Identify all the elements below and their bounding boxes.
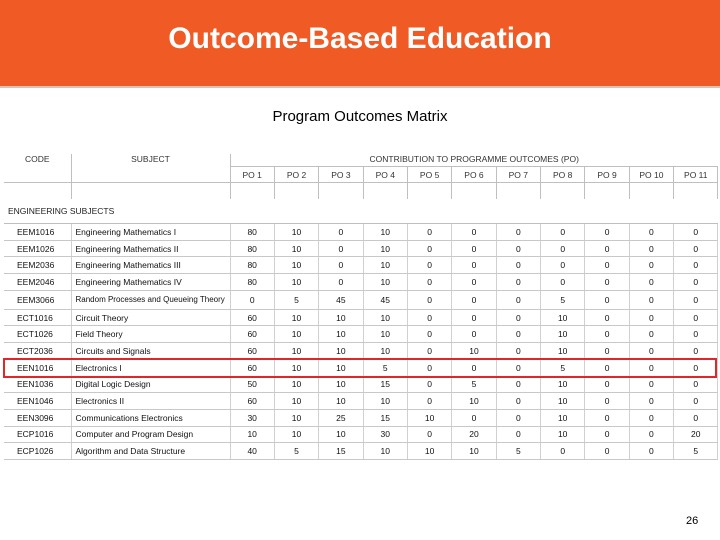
po-2-value: 10 [274,326,318,343]
po-8-value: 0 [541,257,585,274]
po-11-value: 0 [674,359,718,376]
section-row [4,199,718,224]
subject-code: ECP1016 [4,426,71,443]
po-11-value: 0 [674,343,718,360]
po-9-value: 0 [585,309,629,326]
program-outcomes-table [4,154,718,468]
po-3-value: 25 [319,409,363,426]
po-10-value: 0 [629,257,673,274]
po-2-value: 10 [274,359,318,376]
po-10-value: 0 [629,343,673,360]
header-po-6: PO 6 [452,167,496,183]
po-11-value: 0 [674,257,718,274]
header-po-11: PO 11 [674,167,718,183]
po-9-value: 0 [585,426,629,443]
subject-code: ECT1026 [4,326,71,343]
subject-name: Computer and Program Design [71,426,230,443]
po-1-value: 60 [230,309,274,326]
po-6-value: 5 [452,376,496,393]
po-3-value: 0 [319,224,363,241]
slide-title: Outcome-Based Education [168,22,552,55]
po-7-value: 0 [496,393,540,410]
po-7-value: 0 [496,376,540,393]
table-row [4,274,718,291]
po-2-value: 10 [274,274,318,291]
po-5-value: 0 [407,309,451,326]
po-9-value: 0 [585,343,629,360]
po-6-value: 20 [452,426,496,443]
header-po-9: PO 9 [585,167,629,183]
po-11-value: 0 [674,240,718,257]
po-6-value: 0 [452,309,496,326]
po-11-value: 0 [674,290,718,309]
po-1-value: 60 [230,359,274,376]
po-4-value: 15 [363,409,407,426]
po-7-value: 0 [496,274,540,291]
po-6-value: 0 [452,290,496,309]
po-9-value: 0 [585,257,629,274]
subject-code: ECP1026 [4,443,71,460]
table-row [4,326,718,343]
po-11-value: 0 [674,224,718,241]
table-row [4,240,718,257]
po-9-value: 0 [585,393,629,410]
po-5-value: 0 [407,426,451,443]
po-4-value: 45 [363,290,407,309]
subject-code: EEM3066 [4,290,71,309]
subject-name: Random Processes and Queueing Theory [71,290,230,309]
po-8-value: 10 [541,309,585,326]
po-5-value: 0 [407,343,451,360]
po-9-value: 0 [585,224,629,241]
header-po-5: PO 5 [407,167,451,183]
po-2-value: 10 [274,257,318,274]
po-10-value: 0 [629,326,673,343]
po-11-value: 0 [674,309,718,326]
po-8-value: 0 [541,224,585,241]
table-row [4,393,718,410]
po-6-value: 0 [452,326,496,343]
table-row [4,257,718,274]
subject-name: Algorithm and Data Structure [71,443,230,460]
po-5-value: 0 [407,224,451,241]
subject-name: Digital Logic Design [71,376,230,393]
po-1-value: 80 [230,240,274,257]
po-1-value: 60 [230,393,274,410]
po-2-value: 5 [274,290,318,309]
po-11-value: 0 [674,274,718,291]
header-po-8: PO 8 [541,167,585,183]
po-5-value: 10 [407,443,451,460]
subject-name: Electronics II [71,393,230,410]
po-8-value: 10 [541,343,585,360]
po-3-value: 10 [319,343,363,360]
po-4-value: 10 [363,274,407,291]
po-8-value: 5 [541,359,585,376]
po-2-value: 10 [274,376,318,393]
po-5-value: 0 [407,359,451,376]
po-10-value: 0 [629,309,673,326]
po-10-value: 0 [629,443,673,460]
po-2-value: 10 [274,240,318,257]
subject-name: Circuits and Signals [71,343,230,360]
po-2-value: 10 [274,393,318,410]
po-2-value: 10 [274,409,318,426]
spacer-row [4,183,718,200]
matrix-subtitle: Program Outcomes Matrix [272,108,448,125]
po-1-value: 80 [230,257,274,274]
subject-code: EEM2036 [4,257,71,274]
po-8-value: 0 [541,240,585,257]
po-6-value: 0 [452,359,496,376]
po-3-value: 0 [319,257,363,274]
po-1-value: 50 [230,376,274,393]
po-1-value: 40 [230,443,274,460]
po-1-value: 80 [230,274,274,291]
po-1-value: 80 [230,224,274,241]
po-6-value: 10 [452,343,496,360]
po-10-value: 0 [629,240,673,257]
po-3-value: 10 [319,426,363,443]
po-11-value: 0 [674,326,718,343]
subject-name: Field Theory [71,326,230,343]
po-10-value: 0 [629,224,673,241]
po-6-value: 0 [452,240,496,257]
subject-name: Engineering Mathematics IV [71,274,230,291]
po-5-value: 0 [407,326,451,343]
po-11-value: 0 [674,409,718,426]
subject-code: EEN1016 [4,359,71,376]
po-6-value: 10 [452,393,496,410]
po-7-value: 0 [496,290,540,309]
po-1-value: 60 [230,326,274,343]
po-11-value: 0 [674,393,718,410]
header-contribution: CONTRIBUTION TO PROGRAMME OUTCOMES (PO) [230,154,718,167]
header-po-10: PO 10 [629,167,673,183]
po-7-value: 5 [496,443,540,460]
po-3-value: 10 [319,376,363,393]
po-3-value: 10 [319,326,363,343]
table-row [4,343,718,360]
po-1-value: 0 [230,290,274,309]
po-4-value: 10 [363,240,407,257]
title-banner [0,0,720,88]
subject-name: Engineering Mathematics I [71,224,230,241]
po-11-value: 5 [674,443,718,460]
po-9-value: 0 [585,376,629,393]
po-1-value: 60 [230,343,274,360]
po-5-value: 0 [407,274,451,291]
table-row [4,443,718,460]
po-6-value: 0 [452,409,496,426]
po-11-value: 20 [674,426,718,443]
po-9-value: 0 [585,359,629,376]
header-po-2: PO 2 [274,167,318,183]
header-po-4: PO 4 [363,167,407,183]
po-1-value: 10 [230,426,274,443]
po-9-value: 0 [585,326,629,343]
po-10-value: 0 [629,290,673,309]
po-7-value: 0 [496,359,540,376]
po-6-value: 0 [452,224,496,241]
subject-code: EEM1016 [4,224,71,241]
po-2-value: 10 [274,426,318,443]
po-1-value: 30 [230,409,274,426]
subject-name: Electronics I [71,359,230,376]
po-8-value: 10 [541,409,585,426]
po-8-value: 5 [541,290,585,309]
po-7-value: 0 [496,343,540,360]
header-po-7: PO 7 [496,167,540,183]
po-2-value: 10 [274,343,318,360]
po-10-value: 0 [629,274,673,291]
table-row [4,290,718,309]
section-label: ENGINEERING SUBJECTS [4,199,718,224]
po-8-value: 0 [541,443,585,460]
po-4-value: 10 [363,443,407,460]
po-8-value: 10 [541,376,585,393]
po-10-value: 0 [629,359,673,376]
po-7-value: 0 [496,224,540,241]
po-2-value: 10 [274,309,318,326]
po-8-value: 10 [541,426,585,443]
po-4-value: 10 [363,224,407,241]
po-2-value: 5 [274,443,318,460]
table-row [4,376,718,393]
po-4-value: 10 [363,326,407,343]
po-5-value: 0 [407,393,451,410]
po-8-value: 0 [541,274,585,291]
po-5-value: 0 [407,376,451,393]
subject-name: Circuit Theory [71,309,230,326]
po-3-value: 10 [319,359,363,376]
po-5-value: 0 [407,240,451,257]
po-9-value: 0 [585,290,629,309]
po-4-value: 10 [363,257,407,274]
table-row [4,359,718,376]
po-5-value: 0 [407,290,451,309]
po-3-value: 0 [319,240,363,257]
po-3-value: 15 [319,443,363,460]
matrix-table [4,154,718,460]
po-9-value: 0 [585,240,629,257]
table-row [4,224,718,241]
po-9-value: 0 [585,443,629,460]
po-5-value: 10 [407,409,451,426]
subject-code: EEM2046 [4,274,71,291]
po-2-value: 10 [274,224,318,241]
po-9-value: 0 [585,409,629,426]
po-7-value: 0 [496,326,540,343]
matrix-body [4,183,718,460]
po-3-value: 10 [319,309,363,326]
subject-code: EEN1036 [4,376,71,393]
po-7-value: 0 [496,409,540,426]
po-3-value: 0 [319,274,363,291]
header-po-1: PO 1 [230,167,274,183]
po-3-value: 10 [319,393,363,410]
po-4-value: 5 [363,359,407,376]
subject-name: Engineering Mathematics II [71,240,230,257]
po-9-value: 0 [585,274,629,291]
table-row [4,309,718,326]
po-5-value: 0 [407,257,451,274]
po-7-value: 0 [496,240,540,257]
po-4-value: 10 [363,309,407,326]
page-number: 26 [686,515,699,527]
subject-name: Engineering Mathematics III [71,257,230,274]
subject-code: EEN3096 [4,409,71,426]
header-po-3: PO 3 [319,167,363,183]
po-10-value: 0 [629,393,673,410]
table-row [4,409,718,426]
subject-code: EEN1046 [4,393,71,410]
po-8-value: 10 [541,326,585,343]
po-10-value: 0 [629,426,673,443]
po-4-value: 10 [363,393,407,410]
po-10-value: 0 [629,376,673,393]
po-7-value: 0 [496,426,540,443]
subject-code: ECT2036 [4,343,71,360]
po-3-value: 45 [319,290,363,309]
header-subject: SUBJECT [71,154,230,183]
po-10-value: 0 [629,409,673,426]
po-4-value: 10 [363,343,407,360]
po-6-value: 0 [452,274,496,291]
po-7-value: 0 [496,309,540,326]
po-7-value: 0 [496,257,540,274]
po-4-value: 15 [363,376,407,393]
subject-code: ECT1016 [4,309,71,326]
po-11-value: 0 [674,376,718,393]
table-row [4,426,718,443]
po-6-value: 0 [452,257,496,274]
subject-name: Communications Electronics [71,409,230,426]
po-8-value: 10 [541,393,585,410]
header-code: CODE [4,154,71,183]
po-4-value: 30 [363,426,407,443]
subject-code: EEM1026 [4,240,71,257]
po-6-value: 10 [452,443,496,460]
